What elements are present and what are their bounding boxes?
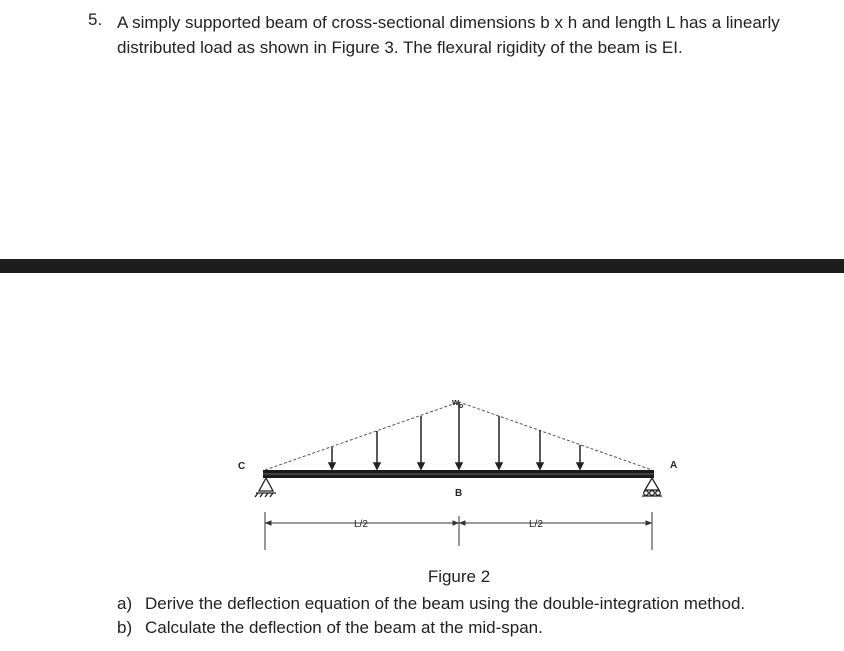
part-a-text: Derive the deflection equation of the beam using the double-integration method.	[145, 594, 746, 613]
pin-support-icon	[255, 478, 276, 497]
dimension-line	[265, 512, 652, 550]
load-label: $w_o$	[452, 397, 464, 410]
part-b-label: b)	[117, 618, 133, 637]
question-line-2: distributed load as shown in Figure 3. The flexural rigidity of the beam is EI.	[117, 38, 683, 57]
roller-support-icon	[642, 478, 662, 496]
part-a	[117, 592, 745, 616]
question-text	[117, 10, 817, 60]
part-b	[117, 616, 745, 640]
point-a-label: A	[670, 460, 678, 471]
beam-figure	[0, 380, 844, 560]
point-c-label: C	[238, 461, 246, 472]
beam-diagram	[0, 380, 844, 560]
left-span-label: L/2	[354, 519, 368, 530]
part-a-label: a)	[117, 594, 133, 613]
right-span-label: L/2	[529, 519, 543, 530]
question-parts	[117, 592, 745, 640]
load-arrows	[329, 402, 583, 469]
dark-band	[0, 259, 844, 273]
figure-caption: Figure 2	[427, 567, 491, 586]
question-number: 5.	[88, 10, 103, 29]
part-b-text: Calculate the deflection of the beam at the mid-span.	[145, 618, 543, 637]
point-b-label: B	[455, 488, 463, 499]
question-line-1: A simply supported beam of cross-sectional dimensions b x h and length L has a linearly	[117, 13, 780, 32]
